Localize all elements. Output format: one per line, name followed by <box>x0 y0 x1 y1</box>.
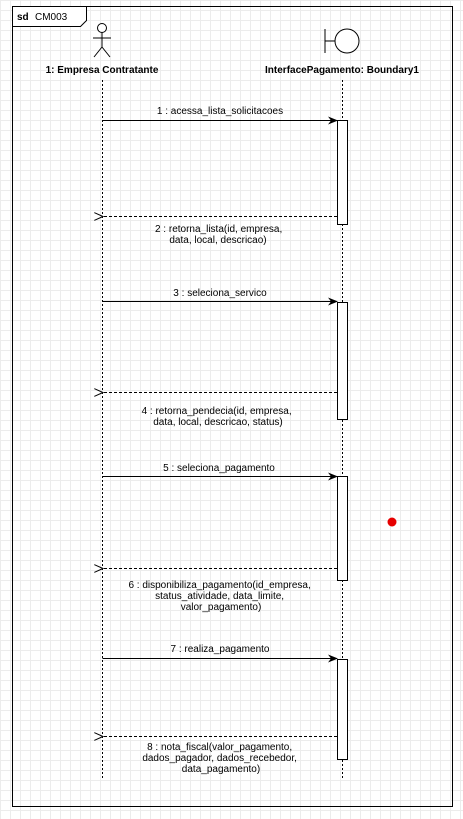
message-label-1: 1 : acessa_lista_solicitacoes <box>156 106 284 117</box>
red-marker-dot <box>388 518 397 527</box>
message-label-3: 3 : seleciona_servico <box>173 288 267 299</box>
message-label-8: 8 : nota_fiscal(valor_pagamento, dados_pagador, dados_recebedor, data_pagamento) <box>142 742 297 775</box>
actor-label: 1: Empresa Contratante <box>45 65 159 76</box>
message-label-5: 5 : seleciona_pagamento <box>163 463 275 474</box>
boundary-label: InterfacePagamento: Boundary1 <box>265 65 419 76</box>
frame-keyword: sd <box>17 12 29 23</box>
actor-icon <box>93 24 111 58</box>
boundary-icon <box>325 29 359 53</box>
activation-bar-1 <box>338 121 348 225</box>
message-label-6: 6 : disponibiliza_pagamento(id_empresa, status_atividade, data_limite, valor_pagamento) <box>128 580 311 613</box>
activation-bar-4 <box>338 660 348 760</box>
message-label-4: 4 : retorna_pendecia(id, empresa, data, local, descricao, status) <box>141 406 292 428</box>
frame-name: CM003 <box>35 12 68 23</box>
message-label-7: 7 : realiza_pagamento <box>170 644 270 655</box>
activation-bar-3 <box>338 477 348 581</box>
message-label-2: 2 : retorna_lista(id, empresa, data, local, descricao) <box>154 224 283 246</box>
activation-bar-2 <box>338 303 348 420</box>
